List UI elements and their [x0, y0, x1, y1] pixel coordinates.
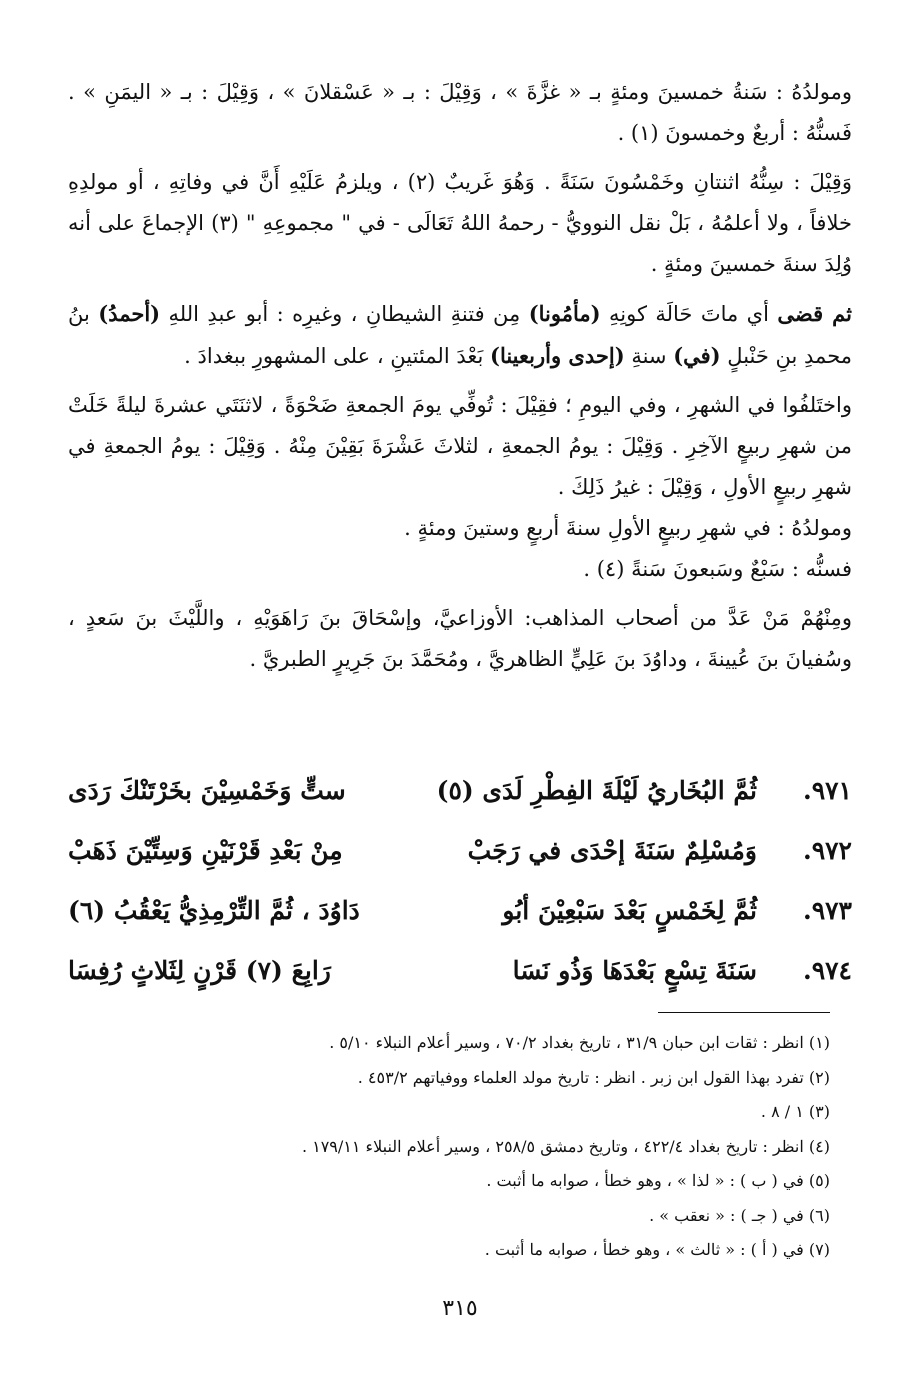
- matn-phrase: (أحمدُ): [98, 301, 161, 326]
- paragraph: واختَلفُوا في الشهرِ ، وفي اليومِ ؛ فقِيْلَ : تُوفِّي يومَ الجمعةِ ضَحْوَةً ، لاثنَتَي عشرةَ ليلةً خَلَتْ من شهرِ ربيعٍ الآخِرِ . وَقِيْلَ : يومُ الجمعةِ ، لثلاثَ عَشْرَةَ بَقِيْنَ مِنْهُ . وَقِيْلَ : يومُ الجمعةِ في شهرِ ربيعٍ الأولِ ، وَقِيْلَ : غيرُ ذَلِكَ .: [68, 393, 852, 499]
- paragraph: ومولدُهُ : سَنةُ خمسينَ ومئةٍ بـ « غزَّةَ » ، وَقِيْلَ : بـ « عَسْقلانَ » ، وَقِيْلَ : بـ « اليمَنِ » . فَسنُّهُ : أربعٌ وخمسونَ (١) .: [68, 80, 852, 145]
- footnotes: [68, 1026, 830, 1268]
- verse-number: ٩٧٣.: [802, 895, 852, 925]
- verse-first-hemistich: سَنَةَ تِسْعٍ بَعْدَهَا وَذُو نَسَا: [512, 955, 757, 985]
- verse-second-hemistich: ستٍّ وَخَمْسِيْنَ بخَرْتَنْكَ رَدَى: [68, 775, 346, 805]
- verse-line: [68, 760, 852, 820]
- verse-number: ٩٧١.: [802, 775, 852, 805]
- paragraph: وَقِيْلَ : سِنُّهُ اثنتانِ وخَمْسُونَ سَنَةً . وَهُوَ غَريبٌ (٢) ، ويلزمُ عَلَيْهِ أَنَّ في وفاتِهِ ، أو مولدِهِ خلافاً ، ولا أعلمُهُ ، بَلْ نقل النوويُّ - رحمهُ اللهُ تَعَالَى - في " مجموعِهِ " (٣) الإجماعَ على أنه وُلِدَ سنةَ خمسينَ ومئةٍ .: [68, 170, 852, 276]
- verse-first-hemistich: ثُمَّ البُخَاريُ لَيْلَةَ الفِطْرِ لَدَى (٥): [436, 775, 757, 805]
- verse-number: ٩٧٤.: [802, 955, 852, 985]
- paragraph-commentary: ثم قضى أي ماتَ حَالَة كونِهِ (مأمُونا) مِن فتنةِ الشيطانِ ، وغيرِه : أبو عبدِ اللهِ (أحمدُ) بنُ محمدِ بنِ حَنْبلٍ (في) سنةِ (إحدى وأربعينا) بَعْدَ المئتينِ ، على المشهورِ ببغدادَ .: [68, 301, 852, 368]
- verse-line: [68, 820, 852, 880]
- footnote-separator: [658, 1012, 830, 1013]
- paragraph: ومِنْهُمْ مَنْ عَدَّ من أصحاب المذاهب: الأوزاعيَّ، وإسْحَاقَ بنَ رَاهَوَيْهِ ، واللَّيْثَ بنَ سَعدٍ ، وسُفيانَ بنَ عُيينةَ ، وداوُدَ بنَ عَلِيٍّ الظاهريَّ ، ومُحَمَّدَ بنَ جَرِيرٍ الطبريَّ .: [68, 606, 852, 671]
- verse-line: [68, 880, 852, 940]
- matn-phrase: (إحدى وأربعينا): [490, 343, 625, 368]
- footnote: (٢) تفرد بهذا القول ابن زبر . انظر : تاريخ مولد العلماء ووفياتهم ٤٥٣/٢ .: [357, 1067, 830, 1087]
- verse-line: [68, 940, 852, 1000]
- poem-verses: [68, 760, 852, 1000]
- verse-first-hemistich: وَمُسْلِمٌ سَنَةَ إحْدَى في رَجَبْ: [467, 835, 757, 865]
- matn-phrase: ثم قضى: [777, 301, 852, 326]
- footnote: (٥) في ( ب ) : « لذا » ، وهو خطأ ، صوابه ما أثبت .: [486, 1171, 830, 1190]
- main-text: [68, 72, 852, 688]
- paragraph: ومولدُهُ : في شهرِ ربيعٍ الأولِ سنةَ أربعٍ وستينَ ومئةٍ .: [404, 516, 852, 540]
- paragraph: فسنُّه : سَبْعٌ وسَبعونَ سَنةً (٤) .: [583, 557, 852, 581]
- footnote: (٦) في ( جـ ) : « نعقب » .: [649, 1205, 830, 1225]
- footnote: (٧) في ( أ ) : « ثالث » ، وهو خطأ ، صوابه ما أثبت .: [484, 1240, 830, 1259]
- footnote: (٤) انظر : تاريخ بغداد ٤٢٢/٤ ، وتاريخ دمشق ٢٥٨/٥ ، وسير أعلام النبلاء ١٧٩/١١ .: [301, 1136, 830, 1156]
- matn-phrase: (مأمُونا): [528, 301, 601, 326]
- verse-second-hemistich: دَاوُدَ ، ثُمَّ التِّرْمِذِيُّ يَعْقُبُ (٦): [68, 895, 360, 925]
- footnote: (٣) ١ / ٨ .: [760, 1102, 830, 1121]
- matn-phrase: (في): [673, 343, 721, 368]
- verse-number: ٩٧٢.: [802, 835, 852, 865]
- verse-second-hemistich: مِنْ بَعْدِ قَرْنَيْنِ وَسِتِّيْنَ ذَهَبْ: [68, 835, 343, 865]
- verse-second-hemistich: رَابِعَ (٧) قَرْنٍ لِثَلاثٍ رُفِسَا: [68, 955, 331, 985]
- verse-first-hemistich: ثُمَّ لِخَمْسٍ بَعْدَ سَبْعِيْنَ أبُو: [502, 895, 757, 925]
- page-number: ٣١٥: [442, 1296, 478, 1321]
- footnote: (١) انظر : ثقات ابن حبان ٣١/٩ ، تاريخ بغداد ٧٠/٢ ، وسير أعلام النبلاء ٥/١٠ .: [329, 1033, 830, 1052]
